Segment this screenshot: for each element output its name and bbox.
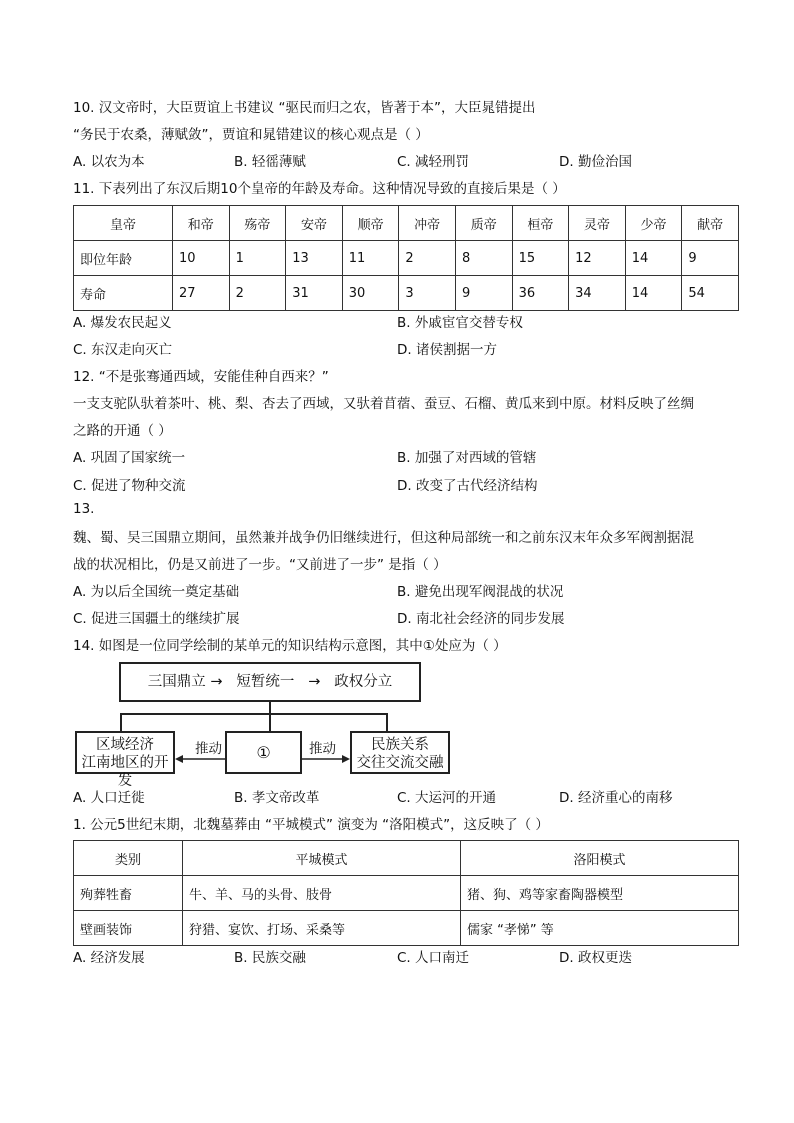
q10-option-a: A. 以农为本 bbox=[73, 154, 145, 170]
diagram-connector-left bbox=[120, 713, 122, 731]
table-header-cell: 和帝 bbox=[173, 206, 230, 241]
table-cell: 30 bbox=[342, 276, 399, 311]
q1-options bbox=[73, 946, 753, 966]
q10-option-c: C. 减轻刑罚 bbox=[397, 154, 470, 170]
table-cell: 壁画装饰 bbox=[74, 911, 183, 946]
table-cell: 儒家 “孝悌” 等 bbox=[461, 911, 739, 946]
q12-stem-line1: 12. “不是张骞通西域，安能佳种自西来？” bbox=[73, 369, 329, 385]
q10-option-d: D. 勤俭治国 bbox=[559, 154, 632, 170]
table-cell: 2 bbox=[399, 241, 456, 276]
q14-stem: 14. 如图是一位同学绘制的某单元的知识结构示意图，其中①处应为（ ） bbox=[73, 638, 507, 654]
table-cell: 2 bbox=[229, 276, 286, 311]
q10-option-b: B. 轻徭薄赋 bbox=[234, 154, 306, 170]
table-cell: 54 bbox=[682, 276, 739, 311]
q13-number: 13. bbox=[73, 501, 95, 517]
table-header-cell: 质帝 bbox=[455, 206, 512, 241]
diagram-connector-center bbox=[269, 713, 271, 731]
q13-stem-line1: 魏、蜀、吴三国鼎立期间，虽然兼并战争仍旧继续进行，但这种局部统一和之前东汉末年众多军阀割据混 bbox=[73, 530, 694, 546]
table-cell: 14 bbox=[625, 276, 682, 311]
q11-stem: 11. 下表列出了东汉后期10个皇帝的年龄及寿命。这种情况导致的直接后果是（ ） bbox=[73, 181, 566, 197]
q12-options-row1 bbox=[73, 446, 753, 466]
table-cell: 殉葬牲畜 bbox=[74, 876, 183, 911]
diagram-top-sanguo: 三国鼎立 bbox=[147, 674, 206, 690]
diagram-top-unity: 短暂统一 bbox=[236, 674, 295, 690]
diagram-top-division: 政权分立 bbox=[334, 674, 393, 690]
table-header-cell: 殇帝 bbox=[229, 206, 286, 241]
q1-option-c: C. 人口南迁 bbox=[397, 950, 470, 966]
diagram-push-arrows bbox=[175, 752, 351, 766]
diagram-left-box bbox=[75, 731, 175, 789]
table-header-cell: 平城模式 bbox=[183, 841, 461, 876]
table-cell: 牛、羊、马的头骨、肢骨 bbox=[183, 876, 461, 911]
q12-option-d: D. 改变了古代经济结构 bbox=[397, 478, 538, 494]
push-left-arrow-head bbox=[175, 755, 183, 763]
diagram-arrow-1: → bbox=[210, 674, 223, 690]
q11-option-b: B. 外戚宦官交替专权 bbox=[397, 315, 523, 331]
table-row bbox=[74, 911, 739, 946]
table-header-cell: 冲帝 bbox=[399, 206, 456, 241]
table-cell: 9 bbox=[682, 241, 739, 276]
table-header-cell: 洛阳模式 bbox=[461, 841, 739, 876]
table-cell: 3 bbox=[399, 276, 456, 311]
q1-burial-table bbox=[73, 840, 739, 946]
q1-option-a: A. 经济发展 bbox=[73, 950, 145, 966]
q14-option-b: B. 孝文帝改革 bbox=[234, 790, 320, 806]
q13-options-row1 bbox=[73, 580, 753, 600]
table-row bbox=[74, 241, 739, 276]
table-row bbox=[74, 276, 739, 311]
diagram-push-right-label: 推动 bbox=[309, 741, 336, 757]
diagram-center-mark: ① bbox=[256, 743, 271, 762]
q14-options bbox=[73, 786, 753, 806]
diagram-right-line2: 交往交流交融 bbox=[356, 755, 444, 771]
q1-option-b: B. 民族交融 bbox=[234, 950, 306, 966]
table-header-cell: 少帝 bbox=[625, 206, 682, 241]
q13-option-b: B. 避免出现军阀混战的状况 bbox=[397, 584, 564, 600]
table-cell: 1 bbox=[229, 241, 286, 276]
q13-option-a: A. 为以后全国统一奠定基础 bbox=[73, 584, 240, 600]
push-right-arrow-head bbox=[342, 755, 350, 763]
q13-stem-line2: 战的状况相比，仍是又前进了一步。“又前进了一步” 是指（ ） bbox=[73, 557, 447, 573]
table-cell: 14 bbox=[625, 241, 682, 276]
table-header-cell: 皇帝 bbox=[74, 206, 173, 241]
diagram-arrow-2: → bbox=[308, 674, 321, 690]
q14-option-d: D. 经济重心的南移 bbox=[559, 790, 673, 806]
q13-options-row2 bbox=[73, 607, 753, 627]
q11-option-c: C. 东汉走向灭亡 bbox=[73, 342, 173, 358]
q13-option-d: D. 南北社会经济的同步发展 bbox=[397, 611, 565, 627]
q14-option-c: C. 大运河的开通 bbox=[397, 790, 497, 806]
table-header-cell: 灵帝 bbox=[569, 206, 626, 241]
diagram-right-box bbox=[350, 731, 450, 774]
q11-option-d: D. 诸侯割据一方 bbox=[397, 342, 497, 358]
table-cell: 11 bbox=[342, 241, 399, 276]
q11-options-row2 bbox=[73, 338, 753, 358]
table-cell: 猪、狗、鸡等家畜陶器模型 bbox=[461, 876, 739, 911]
diagram-left-line2: 江南地区的开发 bbox=[81, 755, 169, 789]
table-cell: 27 bbox=[173, 276, 230, 311]
table-cell: 34 bbox=[569, 276, 626, 311]
q12-stem-line2: 一支支驼队驮着茶叶、桃、梨、杏去了西域，又驮着苜蓿、蚕豆、石榴、黄瓜来到中原。材料反映了丝绸 bbox=[73, 396, 694, 412]
table-cell: 10 bbox=[173, 241, 230, 276]
q14-option-a: A. 人口迁徙 bbox=[73, 790, 145, 806]
table-cell: 寿命 bbox=[74, 276, 173, 311]
q11-option-a: A. 爆发农民起义 bbox=[73, 315, 172, 331]
diagram-connector-bar bbox=[120, 713, 388, 715]
diagram-right-line1: 民族关系 bbox=[371, 737, 429, 753]
q12-option-b: B. 加强了对西域的管辖 bbox=[397, 450, 537, 466]
table-header-cell: 献帝 bbox=[682, 206, 739, 241]
q12-option-c: C. 促进了物种交流 bbox=[73, 478, 186, 494]
q10-options bbox=[73, 150, 753, 170]
q10-stem-line1: 10. 汉文帝时，大臣贾谊上书建议 “驱民而归之农，皆著于本”，大臣晁错提出 bbox=[73, 100, 536, 116]
table-cell: 8 bbox=[455, 241, 512, 276]
table-cell: 9 bbox=[455, 276, 512, 311]
diagram-left-line1: 区域经济 bbox=[96, 737, 154, 753]
table-header-cell: 类别 bbox=[74, 841, 183, 876]
table-cell: 12 bbox=[569, 241, 626, 276]
q12-options-row2 bbox=[73, 474, 753, 494]
table-cell: 15 bbox=[512, 241, 569, 276]
q12-option-a: A. 巩固了国家统一 bbox=[73, 450, 186, 466]
q11-emperor-table bbox=[73, 205, 739, 311]
table-header-row bbox=[74, 841, 739, 876]
q1-stem: 1. 公元5世纪末期，北魏墓葬由 “平城模式” 演变为 “洛阳模式”，这反映了（ ） bbox=[73, 817, 549, 833]
q12-stem-line3: 之路的开通（ ） bbox=[73, 423, 172, 439]
q13-option-c: C. 促进三国疆土的继续扩展 bbox=[73, 611, 240, 627]
table-header-cell: 安帝 bbox=[286, 206, 343, 241]
q11-options-row1 bbox=[73, 311, 753, 331]
table-header-cell: 桓帝 bbox=[512, 206, 569, 241]
q10-stem-line2: “务民于农桑，薄赋敛”，贾谊和晁错建议的核心观点是（ ） bbox=[73, 127, 429, 143]
q1-option-d: D. 政权更迭 bbox=[559, 950, 632, 966]
table-cell: 狩猎、宴饮、打场、采桑等 bbox=[183, 911, 461, 946]
table-cell: 31 bbox=[286, 276, 343, 311]
diagram-connector-right bbox=[386, 713, 388, 731]
table-header-row bbox=[74, 206, 739, 241]
table-header-cell: 顺帝 bbox=[342, 206, 399, 241]
table-cell: 13 bbox=[286, 241, 343, 276]
diagram-push-left-label: 推动 bbox=[195, 741, 222, 757]
diagram-top-box bbox=[119, 662, 421, 702]
table-cell: 36 bbox=[512, 276, 569, 311]
table-row bbox=[74, 876, 739, 911]
table-cell: 即位年龄 bbox=[74, 241, 173, 276]
